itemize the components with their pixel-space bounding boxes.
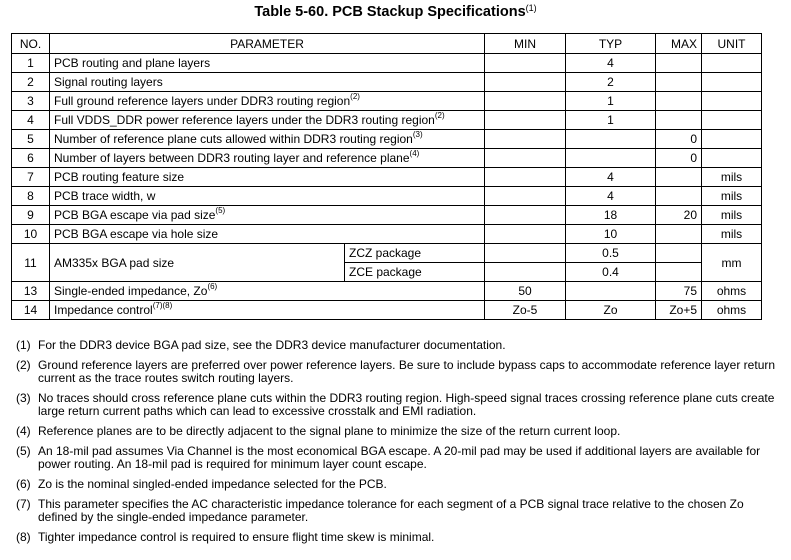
row-parameter — [50, 206, 485, 225]
row-footnote-ref: (5) — [215, 206, 226, 215]
row-unit: mils — [702, 187, 762, 206]
row-typ: Zo — [566, 301, 656, 320]
row-footnote-ref: (3) — [412, 130, 423, 139]
footnote-text: Reference planes are to be directly adjacent to the signal plane to minimize the size of the return current loop. — [38, 424, 621, 438]
row-typ: 4 — [566, 54, 656, 73]
row-max — [656, 187, 702, 206]
row-parameter — [50, 130, 485, 149]
row-max — [656, 168, 702, 187]
row-parameter-text: Full ground reference layers under DDR3 routing region — [54, 94, 351, 108]
header-no: NO. — [12, 34, 50, 54]
table-row — [12, 92, 762, 111]
row-unit: mils — [702, 206, 762, 225]
row-no: 1 — [12, 54, 50, 73]
row-typ: 1 — [566, 111, 656, 130]
row-typ: 1 — [566, 92, 656, 111]
row-no: 3 — [12, 92, 50, 111]
table-row — [12, 301, 762, 320]
row-parameter-text: Single-ended impedance, Zo — [54, 284, 208, 298]
row-unit: ohms — [702, 301, 762, 320]
row-min — [485, 130, 566, 149]
row-unit — [702, 54, 762, 73]
row-min — [485, 225, 566, 244]
row-unit: mils — [702, 225, 762, 244]
table-row — [12, 282, 762, 301]
row-no: 2 — [12, 73, 50, 92]
row-max — [656, 225, 702, 244]
row-max — [656, 54, 702, 73]
footnote-number: (6) — [16, 477, 31, 491]
row-no: 9 — [12, 206, 50, 225]
table-row — [12, 225, 762, 244]
row-typ — [566, 282, 656, 301]
row-no: 13 — [12, 282, 50, 301]
row-parameter-text: PCB BGA escape via hole size — [54, 227, 219, 241]
header-typ: TYP — [566, 34, 656, 54]
footnote-number: (8) — [16, 530, 31, 544]
row-no: 6 — [12, 149, 50, 168]
footnote-number: (1) — [16, 338, 31, 352]
table-row — [12, 54, 762, 73]
row-unit — [702, 73, 762, 92]
row-footnote-ref: (4) — [409, 149, 420, 158]
row-min — [485, 168, 566, 187]
table-row — [12, 73, 762, 92]
row-parameter — [50, 111, 485, 130]
row-max — [656, 92, 702, 111]
footnote — [16, 392, 776, 418]
row-package-zcz: ZCZ package — [345, 244, 485, 263]
table-row — [12, 149, 762, 168]
footnote-number: (3) — [16, 391, 31, 405]
footnote-text: An 18-mil pad assumes Via Channel is the most economical BGA escape. A 20-mil pad may be used if additional layers are available for power routing. An 18-mil pad is required for minimum layer count escape. — [38, 444, 761, 471]
row-typ: 0.5 — [566, 244, 656, 263]
row-no: 14 — [12, 301, 50, 320]
footnote — [16, 498, 776, 524]
footnote — [16, 425, 776, 438]
table-title-text: Table 5-60. PCB Stackup Specifications — [254, 4, 526, 20]
row-max: 0 — [656, 149, 702, 168]
footnote-number: (5) — [16, 444, 31, 458]
table-row — [12, 244, 762, 263]
footnote-text: Tighter impedance control is required to ensure flight time skew is minimal. — [38, 530, 435, 544]
row-parameter-text: PCB routing and plane layers — [54, 56, 211, 70]
footnote-text: Zo is the nominal singled-ended impedance selected for the PCB. — [38, 477, 387, 491]
header-unit: UNIT — [702, 34, 762, 54]
table-row — [12, 168, 762, 187]
row-min — [485, 244, 566, 263]
row-parameter-text: Full VDDS_DDR power reference layers under the DDR3 routing region — [54, 113, 435, 127]
row-unit — [702, 92, 762, 111]
footnote — [16, 339, 776, 352]
row-max — [656, 73, 702, 92]
row-min — [485, 263, 566, 282]
row-unit — [702, 149, 762, 168]
row-typ: 4 — [566, 168, 656, 187]
row-footnote-ref: (2) — [434, 111, 445, 120]
spec-table — [11, 33, 762, 320]
row-typ: 2 — [566, 73, 656, 92]
row-no: 8 — [12, 187, 50, 206]
row-typ: 4 — [566, 187, 656, 206]
row-parameter — [50, 73, 485, 92]
row-typ: 0.4 — [566, 263, 656, 282]
footnote — [16, 445, 776, 471]
row-min: Zo-5 — [485, 301, 566, 320]
row-unit: mm — [702, 244, 762, 282]
footnote — [16, 359, 776, 385]
row-min: 50 — [485, 282, 566, 301]
row-parameter: AM335x BGA pad size — [50, 244, 345, 282]
footnote-text: Ground reference layers are preferred over power reference layers. Be sure to include bypass caps to accommodate reference layer return current as the trace routes switch routing layers. — [38, 358, 776, 385]
row-max — [656, 244, 702, 263]
row-footnote-ref: (2) — [350, 92, 360, 101]
row-parameter-text: Number of reference plane cuts allowed within DDR3 routing region — [54, 132, 413, 146]
row-unit: mils — [702, 168, 762, 187]
row-typ — [566, 130, 656, 149]
row-max: 75 — [656, 282, 702, 301]
row-parameter-text: Impedance control — [54, 303, 153, 317]
row-unit: ohms — [702, 282, 762, 301]
row-min — [485, 111, 566, 130]
footnote-number: (4) — [16, 424, 31, 438]
table-row — [12, 130, 762, 149]
table-row — [12, 111, 762, 130]
row-max: 0 — [656, 130, 702, 149]
table-title — [0, 4, 791, 20]
footnote-text: This parameter specifies the AC characteristic impedance tolerance for each segment of a PCB signal trace relative to the chosen Zo defined by the single-ended impedance parameter. — [38, 497, 744, 524]
row-footnote-ref: (7)(8) — [152, 301, 173, 310]
row-unit — [702, 111, 762, 130]
row-no: 7 — [12, 168, 50, 187]
footnote — [16, 531, 776, 544]
row-parameter — [50, 54, 485, 73]
footnotes — [16, 339, 776, 551]
header-max: MAX — [656, 34, 702, 54]
row-parameter-text: PCB BGA escape via pad size — [54, 208, 216, 222]
row-parameter-text: Number of layers between DDR3 routing layer and reference plane — [54, 151, 410, 165]
row-max: Zo+5 — [656, 301, 702, 320]
table-row — [12, 187, 762, 206]
row-parameter — [50, 187, 485, 206]
row-typ — [566, 149, 656, 168]
row-min — [485, 187, 566, 206]
footnote-number: (7) — [16, 497, 31, 511]
row-min — [485, 92, 566, 111]
footnote-number: (2) — [16, 358, 31, 372]
row-typ: 18 — [566, 206, 656, 225]
footnote-text: For the DDR3 device BGA pad size, see the DDR3 device manufacturer documentation. — [38, 338, 506, 352]
footnote-text: No traces should cross reference plane cuts within the DDR3 routing region. High-speed signal traces crossing reference plane cuts create large return current paths which can lead to excessive crosstalk and EMI radiation. — [38, 391, 775, 418]
row-min — [485, 149, 566, 168]
row-no: 10 — [12, 225, 50, 244]
header-min: MIN — [485, 34, 566, 54]
row-min — [485, 54, 566, 73]
row-parameter — [50, 225, 485, 244]
row-min — [485, 73, 566, 92]
header-parameter: PARAMETER — [50, 34, 485, 54]
table-row — [12, 206, 762, 225]
row-parameter — [50, 282, 485, 301]
row-parameter — [50, 301, 485, 320]
row-parameter — [50, 168, 485, 187]
row-no: 11 — [12, 244, 50, 282]
row-min — [485, 206, 566, 225]
row-unit — [702, 130, 762, 149]
row-parameter-text: Signal routing layers — [54, 75, 163, 89]
row-parameter — [50, 149, 485, 168]
row-max — [656, 263, 702, 282]
row-parameter — [50, 92, 485, 111]
title-footnote-ref: (1) — [525, 3, 537, 13]
row-typ: 10 — [566, 225, 656, 244]
row-no: 5 — [12, 130, 50, 149]
row-max — [656, 111, 702, 130]
row-package-zce: ZCE package — [345, 263, 485, 282]
row-no: 4 — [12, 111, 50, 130]
row-parameter-text: PCB trace width, w — [54, 189, 156, 203]
header-row — [12, 34, 762, 54]
row-max: 20 — [656, 206, 702, 225]
row-parameter-text: PCB routing feature size — [54, 170, 185, 184]
row-footnote-ref: (6) — [207, 282, 218, 291]
footnote — [16, 478, 776, 491]
